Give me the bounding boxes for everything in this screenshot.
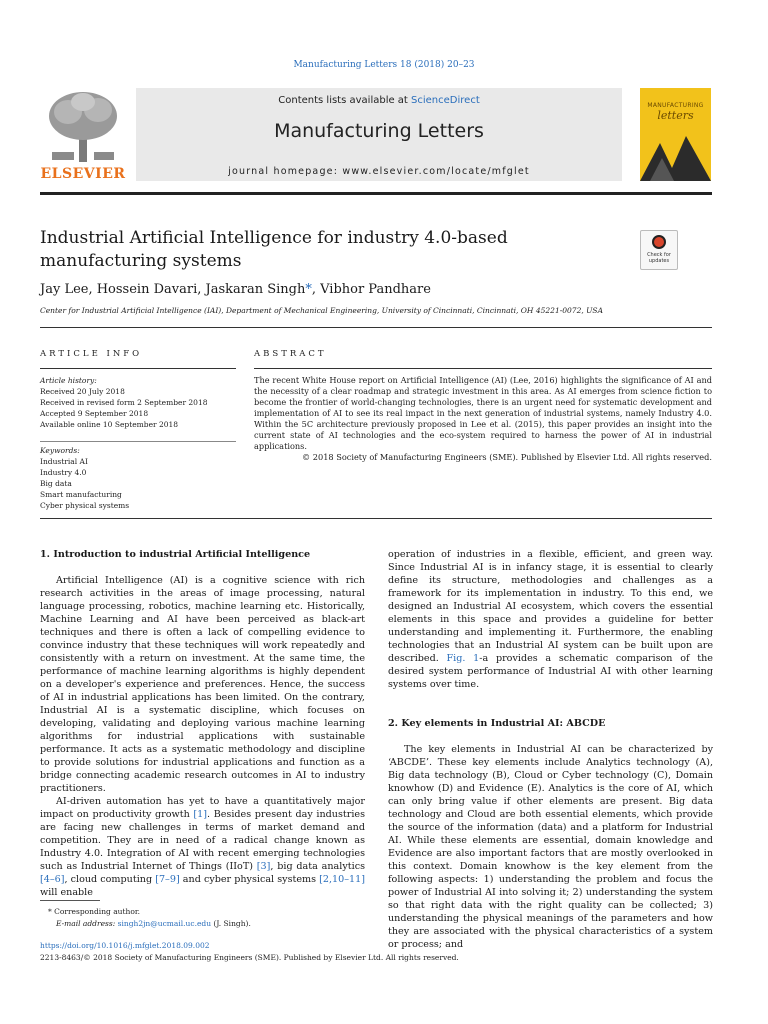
bookmark-icon bbox=[652, 235, 666, 249]
author-list bbox=[40, 282, 431, 297]
ref-link[interactable]: [1] bbox=[193, 809, 207, 820]
abstract-copyright: © 2018 Society of Manufacturing Engineers (SME). Published by Elsevier Ltd. All rights reserved. bbox=[301, 452, 712, 462]
ref-link[interactable]: [2,10–11] bbox=[319, 874, 366, 885]
contents-line bbox=[136, 95, 622, 106]
abstract-body bbox=[254, 375, 712, 463]
paper-title: Industrial Artificial Intelligence for industry 4.0-based manufacturing systems bbox=[40, 228, 508, 271]
cover-graphic bbox=[640, 128, 711, 181]
abstract-rule bbox=[254, 368, 712, 369]
section-1-continued bbox=[388, 548, 713, 691]
authors-last: , Vibhor Pandhare bbox=[311, 282, 431, 297]
check-updates-label: Check for updates bbox=[647, 252, 671, 264]
history-label: Article history: bbox=[40, 376, 97, 385]
text-run: operation of industries in a flexible, efficient, and green way. Since Industrial AI is in infancy stage, it is essential to clearly define its structure, methodologies and challenges as a framework for its implementation in industry. To this end, we designed an Industrial AI ecosystem, which covers the essential elements in this space and provides a guideline for better understanding and implementing it. Furthermore, the enabling technologies that an Industrial AI system can be built upon are described. bbox=[388, 549, 713, 664]
article-info-rule bbox=[40, 368, 236, 369]
title-rule bbox=[40, 327, 712, 328]
spacer bbox=[388, 691, 713, 704]
doi-link[interactable]: https://doi.org/10.1016/j.mfglet.2018.09.002 bbox=[40, 941, 210, 950]
keywords-label: Keywords: bbox=[40, 446, 80, 455]
article-history bbox=[40, 375, 236, 430]
ref-link[interactable]: [7–9] bbox=[155, 874, 180, 885]
ref-link[interactable]: [4–6] bbox=[40, 874, 65, 885]
text-run: -a provides a schematic comparison of the desired system performance of Industrial AI with other learning systems over time. bbox=[388, 653, 713, 690]
section-2-paragraph-1: The key elements in Industrial AI can be characterized by ‘ABCDE’. These key elements include Analytics technology (A), Big data technology (B), Cloud or Cyber technology (C), Domain knowhow (D) and Evidence (E). Analytics is the core of AI, which can only bring value if other elements are present. Big data technology and Cloud are both essential elements, which provide the source of the information (data) and a platform for Industrial AI. While these elements are essential, domain knowledge and Evidence are also important factors that are mostly overlooked in this context. Domain knowhow is the key element from the following aspects: 1) understanding the problem and focus the power of Industrial AI into solving it; 2) understanding the system so that right data with the right quality can be collected; 3) understanding the physical meanings of the parameters and how they are associated with the physical characteristics of a system or process; and bbox=[388, 744, 713, 950]
text-run: and cyber physical systems bbox=[179, 874, 320, 885]
body-left-column bbox=[40, 548, 365, 899]
elsevier-tree-logo bbox=[44, 90, 122, 164]
history-item: Received in revised form 2 September 2018 bbox=[40, 398, 208, 407]
header-rule bbox=[40, 192, 712, 195]
keyword: Industrial AI bbox=[40, 457, 88, 466]
email-line bbox=[56, 918, 251, 929]
footnote-rule bbox=[40, 900, 100, 901]
cover-line2: letters bbox=[657, 109, 694, 122]
section-1-paragraph-2 bbox=[40, 795, 365, 899]
elsevier-wordmark: ELSEVIER bbox=[40, 166, 126, 182]
section-2-heading: 2. Key elements in Industrial AI: ABCDE bbox=[388, 718, 606, 729]
sciencedirect-link[interactable]: ScienceDirect bbox=[411, 95, 480, 106]
corresponding-author-link[interactable]: * bbox=[305, 282, 312, 297]
corresponding-author-note: * Corresponding author. bbox=[48, 907, 141, 916]
keywords bbox=[40, 445, 236, 511]
history-item: Available online 10 September 2018 bbox=[40, 420, 179, 429]
abstract-text: The recent White House report on Artificial Intelligence (AI) (Lee, 2016) highlights the significance of AI and the necessity of a clear roadmap and strategic investment in this area. As AI emerges from science fiction to become the frontier of world-changing technologies, there is an urgent need for systematic development and implementation of AI to see its real impact in the next generation of industrial systems, namely Industry 4.0. Within the 5C architecture previously proposed in Lee et al. (2015), this paper provides an insight into the current state of AI technologies and the eco-system required to harness the power of AI in industrial applications. bbox=[254, 375, 712, 451]
journal-cover bbox=[640, 88, 711, 181]
email-link[interactable]: singh2jn@ucmail.uc.edu bbox=[117, 919, 212, 928]
history-item: Accepted 9 September 2018 bbox=[40, 409, 149, 418]
history-item: Received 20 July 2018 bbox=[40, 387, 125, 396]
keyword: Industry 4.0 bbox=[40, 468, 87, 477]
authors-main: Jay Lee, Hossein Davari, Jaskaran Singh bbox=[40, 282, 306, 297]
journal-homepage[interactable]: journal homepage: www.elsevier.com/locate/mfglet bbox=[228, 166, 530, 177]
figure-1-link[interactable]: Fig. 1 bbox=[446, 653, 480, 664]
keyword: Smart manufacturing bbox=[40, 490, 122, 499]
abstract-bottom-rule bbox=[40, 518, 712, 519]
email-suffix: (J. Singh). bbox=[211, 919, 251, 928]
article-info-heading: ARTICLE INFO bbox=[40, 349, 143, 359]
cover-line1: MANUFACTURING bbox=[647, 102, 704, 109]
email-label: E-mail address: bbox=[56, 919, 118, 928]
history-rule bbox=[40, 441, 236, 442]
keyword: Big data bbox=[40, 479, 72, 488]
text-run: . Besides present day industries are facing new challenges in terms of market demand and competition. They are in need of a radical change known as Industry 4.0. Integration of AI with recent emerging technologies such as Industrial Internet of Things (IIoT) bbox=[40, 809, 365, 872]
journal-title: Manufacturing Letters bbox=[274, 120, 484, 142]
text-run: , cloud computing bbox=[64, 874, 156, 885]
affiliation: Center for Industrial Artificial Intelligence (IAI), Department of Mechanical Engineering, University of Cincinnati, Cincinnati, OH 45221-0072, USA bbox=[40, 306, 603, 315]
issn-copyright: 2213-8463/© 2018 Society of Manufacturing Engineers (SME). Published by Elsevier Ltd. All rights reserved. bbox=[40, 953, 459, 962]
keyword: Cyber physical systems bbox=[40, 501, 130, 510]
body-right-column bbox=[388, 548, 713, 951]
text-run: AI-driven automation has yet to have a quantitatively major impact on productivity growth bbox=[40, 796, 365, 820]
journal-citation[interactable]: Manufacturing Letters 18 (2018) 20–23 bbox=[293, 60, 475, 70]
ref-link[interactable]: [3] bbox=[256, 861, 271, 872]
spacer bbox=[388, 704, 713, 717]
section-1-paragraph-1: Artificial Intelligence (AI) is a cognitive science with rich research activities in the areas of image processing, natural language processing, robotics, machine learning etc. Historically, Machine Learning and AI have been perceived as black-art techniques and there is often a lack of compelling evidence to convince industry that these techniques will work repeatedly and consistently with a return on investment. At the same time, the performance of machine learning algorithms is highly dependent on a developer's experience and preferences. Hence, the success of AI in industrial applications has been limited. On the contrary, Industrial AI is a systematic discipline, which focuses on developing, validating and deploying various machine learning algorithms for industrial applications with sustainable performance. It acts as a systematic methodology and discipline to provide solutions for industrial applications and function as a bridge connecting academic research outcomes in AI to industry practitioners. bbox=[40, 575, 365, 794]
section-1-heading: 1. Introduction to industrial Artificial Intelligence bbox=[40, 549, 311, 560]
text-run: , big data analytics bbox=[270, 861, 365, 872]
text-run: will enable bbox=[40, 887, 93, 898]
contents-prefix: Contents lists available at bbox=[278, 95, 412, 106]
check-for-updates-button[interactable] bbox=[640, 230, 678, 270]
abstract-heading: ABSTRACT bbox=[254, 349, 327, 359]
